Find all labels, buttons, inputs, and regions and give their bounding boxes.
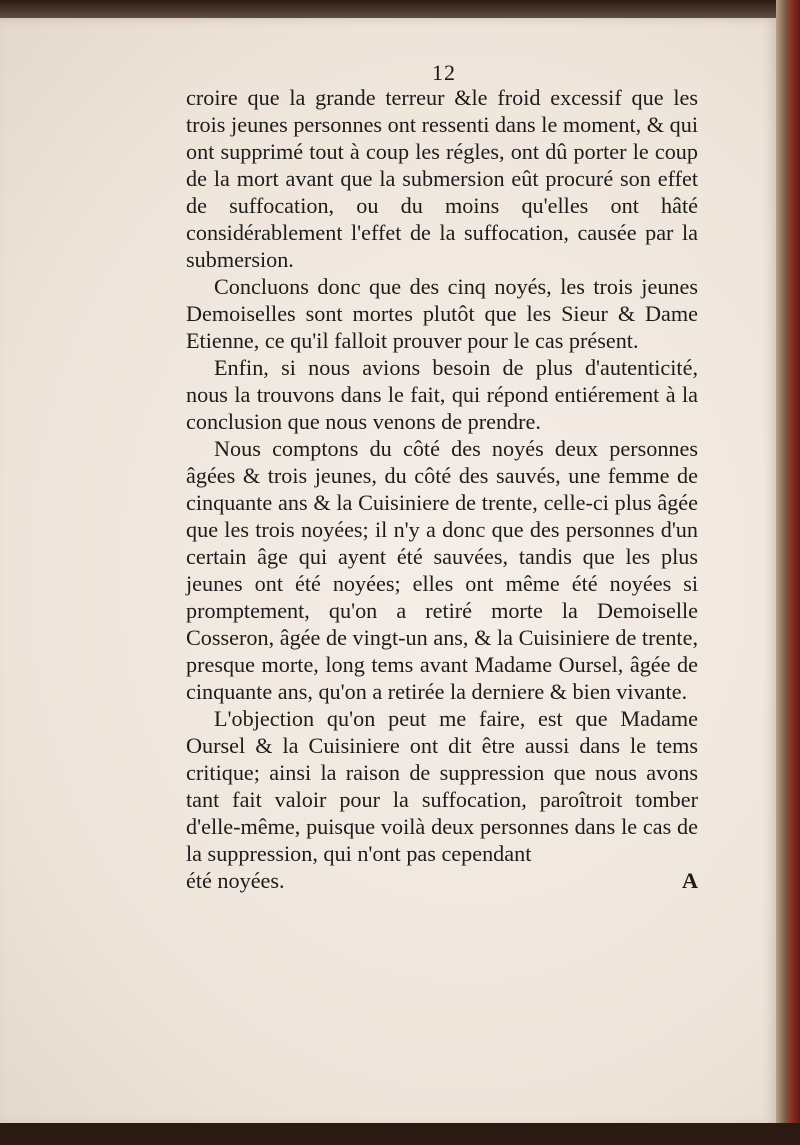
paragraph-3: Enfin, si nous avions besoin de plus d'autenticité, nous la trouvons dans le fait, qui répond entiérement à la conclusion que nous venons de prendre.	[186, 355, 698, 434]
book-bottom-edge	[0, 1123, 800, 1145]
final-line-text: été noyées.	[186, 868, 285, 893]
body-text	[186, 84, 698, 894]
paragraph-2: Concluons donc que des cinq noyés, les trois jeunes Demoiselles sont mortes plutôt que les Sieur & Dame Etienne, ce qu'il falloit prouver pour le cas présent.	[186, 274, 698, 353]
book-page-edges	[776, 0, 800, 1145]
final-line	[186, 867, 698, 894]
paragraph-4: Nous comptons du côté des noyés deux personnes âgées & trois jeunes, du côté des sauvés, une femme de cinquante ans & la Cuisiniere de trente, celle-ci plus âgée que les trois noyées; il n'y a donc que des personnes d'un certain âge qui ayent été sauvées, tandis que les plus jeunes ont été noyées; elles ont même été noyées si promptement, qu'on a retiré morte la Demoiselle Cosseron, âgée de vingt-un ans, & la Cuisiniere de trente, presque morte, long tems avant Madame Oursel, âgée de cinquante ans, qu'on a retirée la derniere & bien vivante.	[186, 436, 698, 704]
paragraph-1: croire que la grande terreur &le froid excessif que les trois jeunes personnes ont ressenti dans le moment, & qui ont supprimé tout à coup les régles, ont dû porter le coup de la mort avant que la submersion eût procuré son effet de suffocation, ou du moins qu'elles ont hâté considérablement l'effet de la suffocation, causée par la submersion.	[186, 85, 698, 272]
paragraph-5: L'objection qu'on peut me faire, est que Madame Oursel & la Cuisiniere ont dit être aussi dans le tems critique; ainsi la raison de suppression que nous avons tant fait valoir pour la suffocation, paroîtroit tomber d'elle-même, puisque voilà deux personnes dans le cas de la suppression, qui n'ont pas cependant	[186, 706, 698, 866]
book-page	[0, 18, 778, 1126]
page-number: 12	[432, 60, 456, 85]
catchword: A	[681, 868, 698, 893]
